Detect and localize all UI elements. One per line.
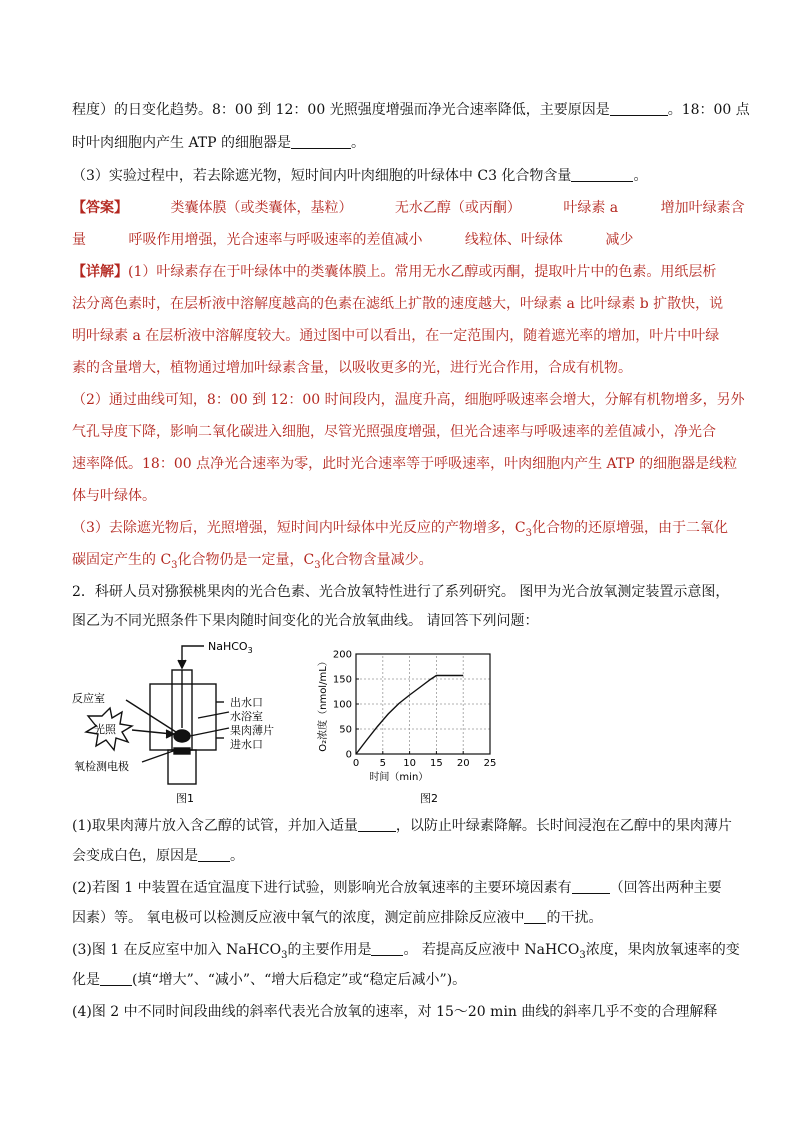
fruit-slice: [174, 730, 190, 742]
q2-intro-line: [72, 582, 732, 602]
q1-tail-line-3: [72, 166, 732, 186]
text-run: 明叶绿素 a 在层析液中溶解度较大。通过图中可以看出，在一定范围内，随着遮光率的增加，叶片中叶绿: [72, 328, 720, 344]
text-run: 图乙为不同光照条件下果肉随时间变化的光合放氧曲线。 请回答下列问题：: [72, 613, 539, 629]
x-tick-label: 25: [483, 758, 497, 769]
reagent-arrowhead: [178, 660, 186, 668]
detail-line: [72, 358, 732, 378]
text-run: 程度）的日变化趋势。8：00 到 12：00 光照强度增强而净光合速率降低，主要原因是: [72, 102, 610, 118]
text-run: (2)若图 1 中装置在适宜温度下进行试验，则影响光合放氧速率的主要环境因素有: [72, 880, 572, 896]
x-axis-label: 时间（min）: [369, 772, 429, 783]
text-run: (1）叶绿素存在于叶绿体中的类囊体膜上。常用无水乙醇或丙酮，提取叶片中的色素。用纸层析: [128, 264, 717, 280]
text-run: 。18：00 点: [667, 102, 750, 118]
y-tick-label: 0: [345, 749, 352, 761]
text-run: 化合物的还原增强，由于二氧化: [532, 520, 728, 536]
answer-blank: [572, 879, 610, 894]
answer-item: 量: [72, 232, 86, 248]
text-run: （3）去除遮光物后，光照增强，短时间内叶绿体中光反应的产物增多，C: [72, 520, 526, 536]
leader-slice: [190, 728, 229, 736]
label-reaction-chamber: 反应室: [72, 692, 105, 705]
text-run: 浓度，果肉放氧速率的变: [585, 942, 740, 958]
x-tick-label: 0: [352, 758, 360, 769]
text-run: （2）通过曲线可知，8：00 到 12：00 时间段内，温度升高，细胞呼吸速率会增大，分解有机物增多，另外: [72, 392, 745, 408]
q2-part-1: [72, 816, 732, 836]
x-tick-label: 10: [403, 758, 416, 769]
y-tick-label: 200: [332, 649, 352, 661]
answer-item: 类囊体膜（或类囊体，基粒）: [170, 200, 353, 216]
text-run: (填“增大”、“减小”、“增大后稳定”或“稳定后减小”)。: [132, 972, 467, 988]
text-run: 化合物含量减少。: [320, 552, 433, 568]
text-run: （回答出两种主要: [609, 880, 722, 896]
series-line: [356, 676, 463, 755]
label-fruit-slice: 果肉薄片: [230, 724, 274, 737]
figure-2-caption: 图2: [420, 792, 438, 804]
detail-line: [72, 326, 732, 346]
subscript: 3: [525, 527, 532, 539]
light-arrowhead: [166, 730, 174, 738]
text-run: 化合物仍是一定量，C: [177, 552, 315, 568]
text-run: 的干扰。: [546, 910, 603, 926]
text-run: (4)图 2 中不同时间段曲线的斜率代表光合放氧的速率，对 15～20 min 曲线的斜率几乎不变的合理解释: [72, 1004, 718, 1020]
answer-blank: [371, 941, 403, 956]
answer-item: 减少: [605, 232, 634, 248]
subscript: 3: [579, 949, 586, 961]
subscript: 3: [281, 949, 288, 961]
answer-blank: [571, 167, 633, 182]
text-run: 。 若提高反应液中 NaHCO: [403, 942, 580, 958]
text-run: 气孔导度下降，影响二氧化碳进入细胞，尽管光照强度增强，但光合速率与呼吸速率的差值减小，净光合: [72, 424, 716, 440]
detail-line: [72, 486, 732, 506]
answer-blank: [358, 817, 396, 832]
text-run: 。: [351, 135, 366, 151]
leader-bath: [198, 712, 229, 718]
detail-line: [72, 454, 738, 474]
figure-1-caption: 图1: [176, 792, 194, 804]
q2-part-2: [72, 878, 732, 898]
answer-item: 增加叶绿素含: [660, 200, 745, 216]
q2-part-2-cont: [72, 908, 732, 928]
label-electrode: 氧检测电极: [74, 760, 129, 773]
o2-chart: [316, 650, 496, 784]
answer-item: 无水乙醇（或丙酮）: [394, 200, 521, 216]
text-run: 体与叶绿体。: [72, 488, 156, 504]
text-run: (1)取果肉薄片放入含乙醇的试管，并加入适量: [72, 818, 358, 834]
q1-tail-line-1: [72, 100, 750, 120]
answer-blank: [610, 101, 668, 116]
label-outlet: 出水口: [230, 696, 263, 709]
detail-tag: 【详解】: [72, 264, 128, 280]
q2-part-1-cont: [72, 846, 732, 866]
detail-line: [72, 294, 732, 314]
detail-line: [72, 262, 732, 282]
electrode-stem: [168, 750, 196, 784]
answer-item: 线粒体、叶绿体: [464, 232, 563, 248]
figure-area: [72, 632, 532, 804]
y-tick-label: 100: [332, 699, 352, 711]
figures-svg: [72, 632, 532, 804]
detail-line: [72, 422, 732, 442]
text-run: 。: [633, 168, 648, 184]
answer-line-1: [72, 198, 745, 218]
detail-line: [72, 390, 745, 410]
y-axis-label: O₂浓度（nmol/mL）: [318, 656, 329, 752]
text-run: 素的含量增大，植物通过增加叶绿素含量，以吸收更多的光，进行光合作用，合成有机物。: [72, 360, 632, 376]
text-run: ，以防止叶绿素降解。长时间浸泡在乙醇中的果肉薄片: [395, 818, 732, 834]
answer-line-2: [72, 230, 732, 250]
x-tick-label: 15: [430, 758, 443, 769]
text-run: 速率降低。18：00 点净光合速率为零，此时光合速率等于呼吸速率，叶肉细胞内产生 ATP 的细胞器是线粒: [72, 456, 738, 472]
answer-tag: 【答案】: [72, 200, 128, 216]
answer-blank: [524, 909, 546, 924]
subscript: 3: [171, 559, 178, 571]
text-run: （3）实验过程中，若去除遮光物，短时间内叶肉细胞的叶绿体中 C3 化合物含量: [72, 168, 572, 184]
answer-blank: [291, 134, 351, 149]
text-run: 化是: [72, 972, 100, 988]
answer-item: 叶绿素 a: [563, 200, 619, 216]
q1-tail-line-2: [72, 133, 732, 153]
oxygen-electrode: [174, 748, 190, 754]
text-run: 2．科研人员对猕猴桃果肉的光合色素、光合放氧特性进行了系列研究。 图甲为光合放氧测定装置示意图，: [72, 584, 730, 600]
x-tick-label: 5: [379, 758, 386, 769]
detail-line: [72, 518, 732, 544]
detail-line: [72, 550, 732, 576]
label-water-bath: 水浴室: [230, 710, 263, 723]
label-inlet: 进水口: [230, 738, 263, 751]
y-tick-label: 50: [339, 724, 352, 736]
text-run: 因素）等。 氧电极可以检测反应液中氧气的浓度，测定前应排除反应液中: [72, 910, 525, 926]
text-run: 碳固定产生的 C: [72, 552, 172, 568]
text-run: 的主要作用是: [287, 942, 372, 958]
x-tick-label: 20: [456, 758, 470, 769]
q2-part-4: [72, 1002, 732, 1022]
text-run: 。: [230, 848, 244, 864]
q2-part-3: [72, 940, 740, 966]
leader-reaction: [126, 700, 176, 732]
reagent-label: NaHCO$_3$: [208, 640, 253, 655]
text-run: 会变成白色，原因是: [72, 848, 198, 864]
answer-blank: [198, 847, 230, 862]
text-run: 法分离色素时，在层析液中溶解度越高的色素在滤纸上扩散的速度越大，叶绿素 a 比叶绿素 b 扩散快，说: [72, 296, 724, 312]
y-tick-label: 150: [332, 674, 352, 686]
q2-part-3-cont: [72, 970, 732, 990]
answer-blank: [100, 971, 132, 986]
text-run: (3)图 1 在反应室中加入 NaHCO: [72, 942, 282, 958]
label-light: 光照: [94, 723, 116, 736]
text-run: 时叶肉细胞内产生 ATP 的细胞器是: [72, 135, 292, 151]
leader-electrode: [142, 750, 176, 762]
answer-item: 呼吸作用增强，光合速率与呼吸速率的差值减小: [128, 232, 423, 248]
subscript: 3: [314, 559, 321, 571]
q2-intro-line: [72, 611, 732, 631]
